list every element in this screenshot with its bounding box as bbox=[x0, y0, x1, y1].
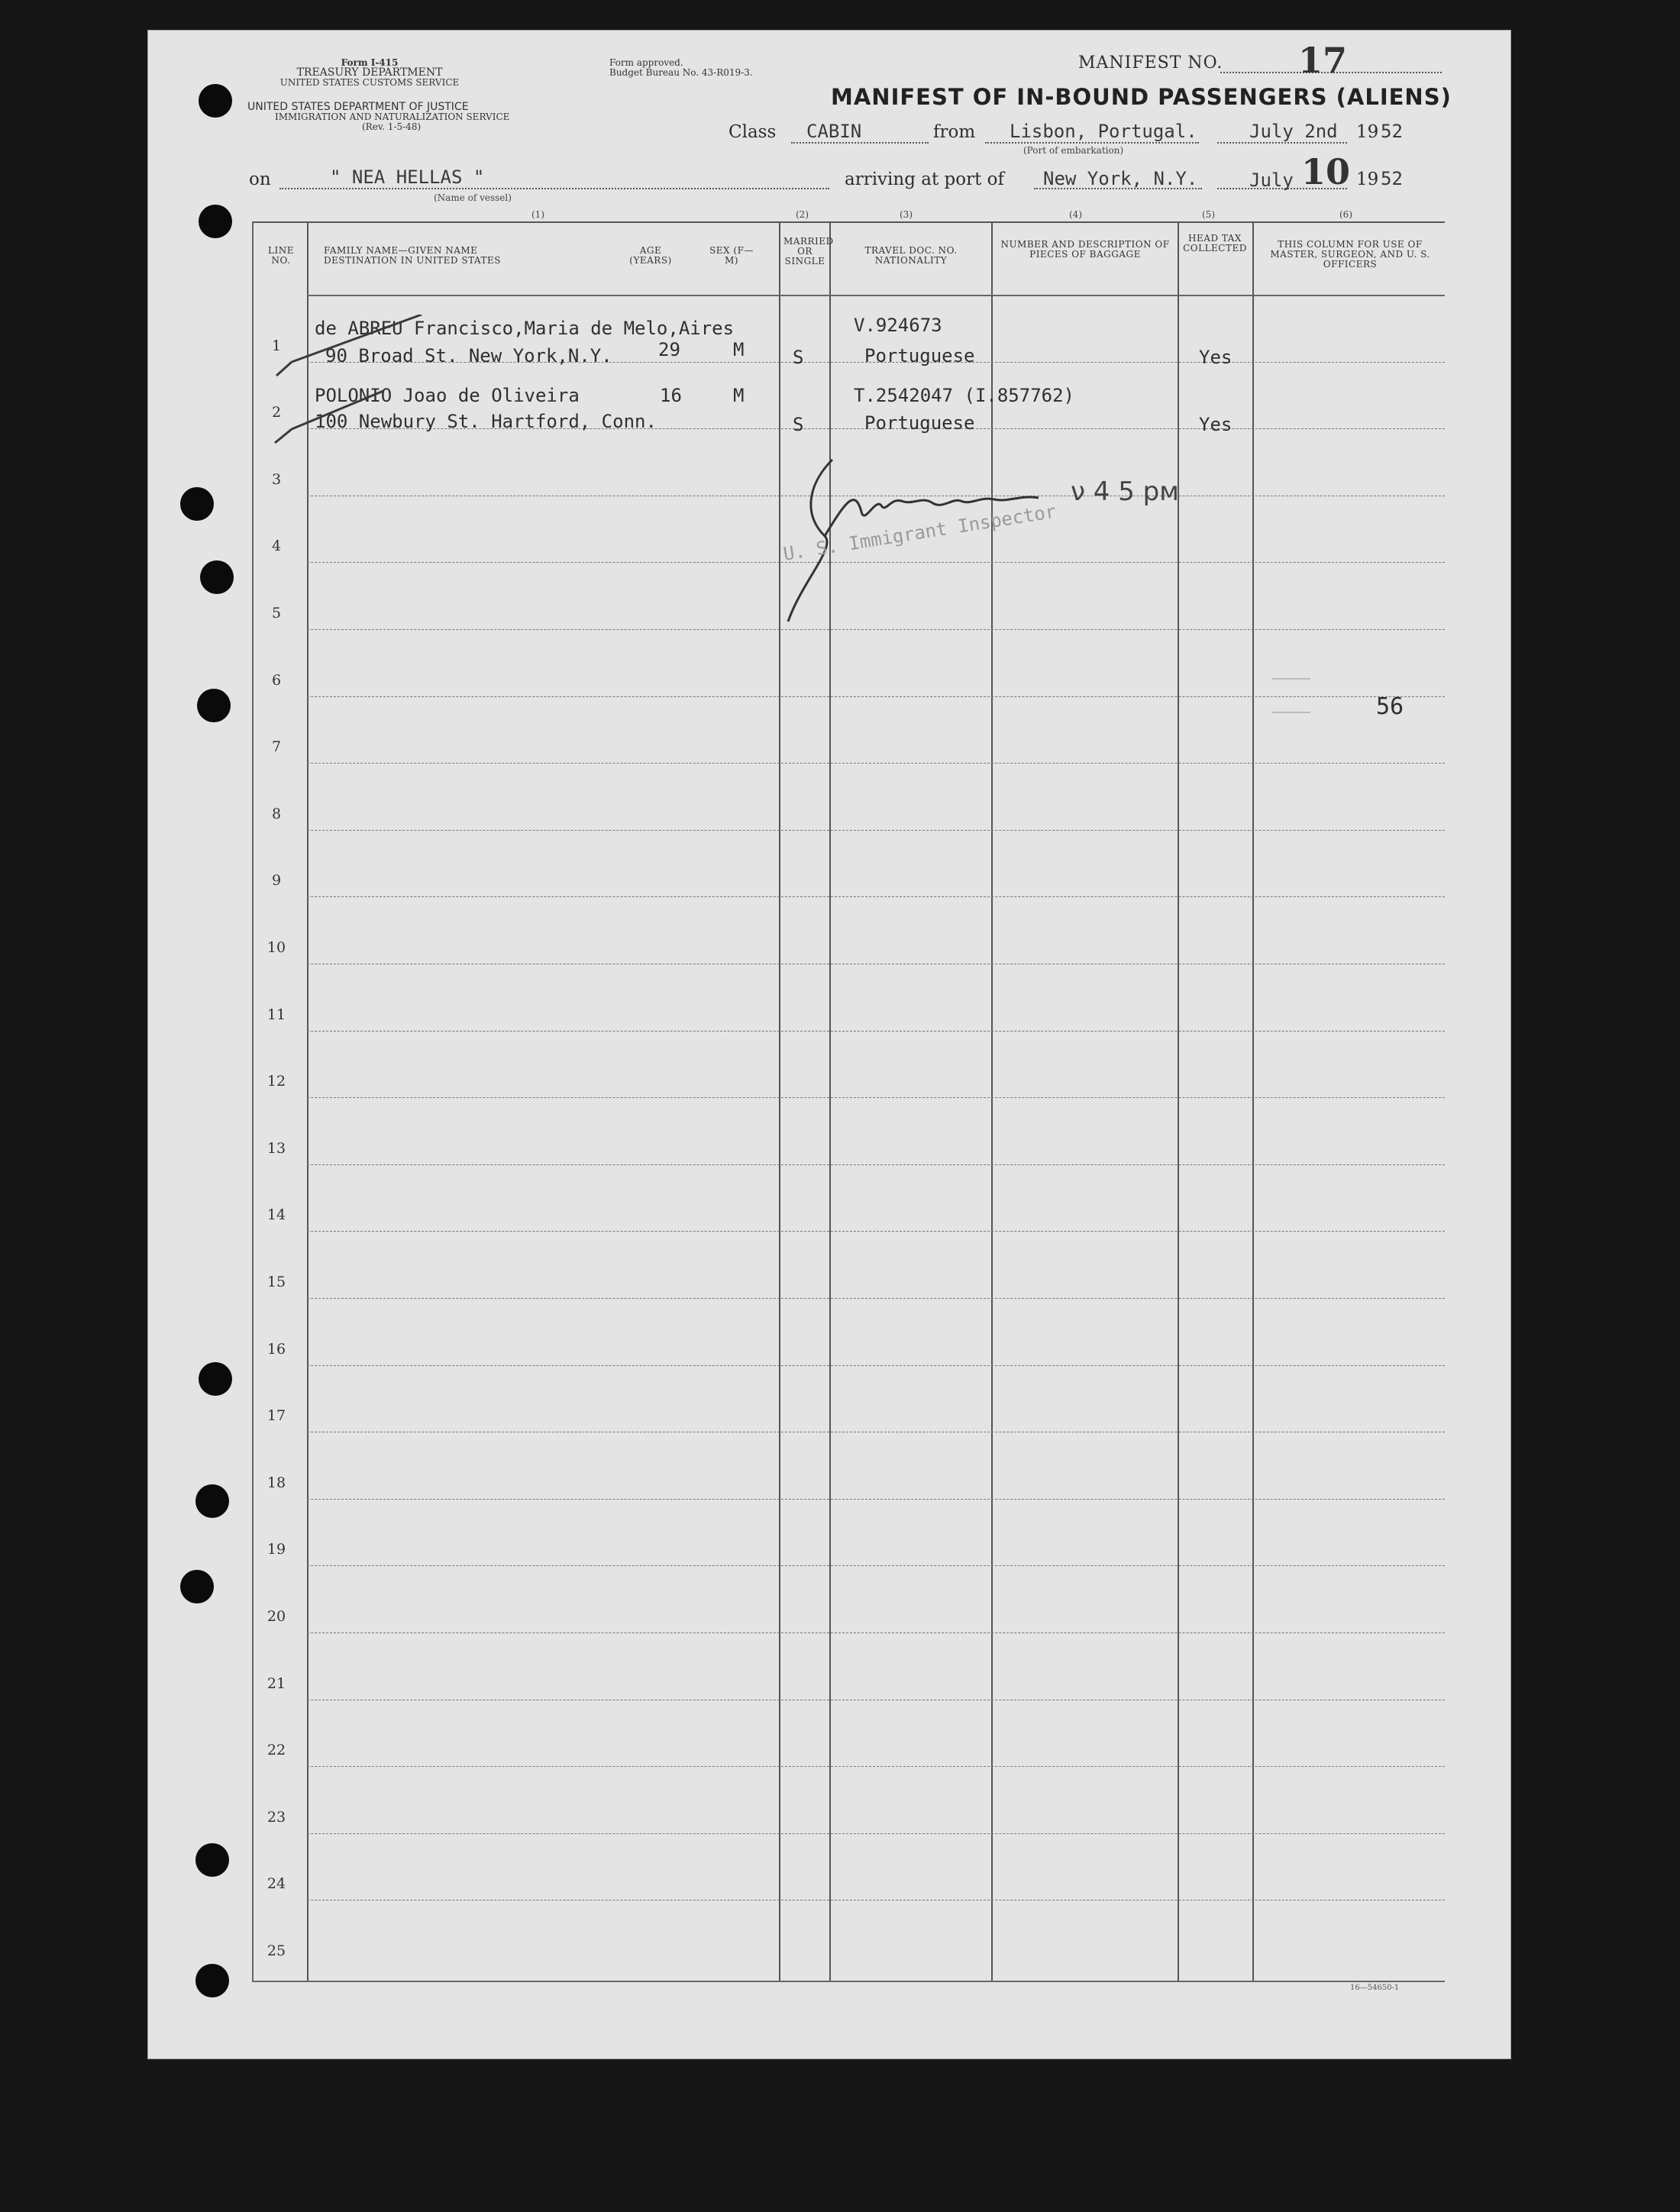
justice-block bbox=[247, 102, 576, 132]
line-number: 17 bbox=[267, 1407, 286, 1425]
col-header-head-tax: HEAD TAX COLLECTED bbox=[1183, 233, 1247, 253]
year-prefix-2: 19 bbox=[1356, 170, 1379, 189]
col-header-age: AGE (YEARS) bbox=[629, 245, 672, 266]
passenger-2-nationality: Portuguese bbox=[864, 412, 975, 434]
col-num-6: (6) bbox=[1339, 209, 1352, 220]
line-number: 25 bbox=[267, 1942, 286, 1959]
passenger-2-sex: M bbox=[733, 385, 745, 406]
depart-date: July 2nd bbox=[1249, 121, 1338, 142]
punch-hole bbox=[197, 689, 231, 722]
passenger-1-age: 29 bbox=[658, 339, 680, 360]
approval-block bbox=[609, 58, 838, 78]
row-separator bbox=[307, 1833, 1445, 1834]
ins-name: IMMIGRATION AND NATURALIZATION SERVICE bbox=[275, 111, 510, 122]
manifest-sheet bbox=[148, 31, 1510, 2059]
col-header-travel-doc: TRAVEL DOC. NO. NATIONALITY bbox=[864, 245, 958, 266]
line-number: 19 bbox=[267, 1541, 286, 1558]
row-separator bbox=[307, 1565, 1445, 1566]
line-number: 11 bbox=[267, 1006, 286, 1023]
line-number: 20 bbox=[267, 1608, 286, 1625]
row-separator bbox=[307, 1031, 1445, 1032]
passenger-1-sex: M bbox=[733, 339, 745, 360]
passenger-2-head-tax: Yes bbox=[1199, 414, 1233, 435]
punch-hole bbox=[199, 84, 232, 118]
arrival-port: New York, N.Y. bbox=[1043, 168, 1198, 189]
row-separator bbox=[307, 1231, 1445, 1232]
row-separator bbox=[307, 1298, 1445, 1299]
vessel-line bbox=[279, 188, 829, 189]
line-number: 8 bbox=[271, 805, 282, 822]
from-line bbox=[985, 142, 1199, 144]
punch-hole bbox=[199, 205, 232, 238]
line-number: 3 bbox=[271, 470, 282, 488]
form-id: Form I-415 bbox=[341, 57, 399, 68]
row-separator bbox=[307, 1164, 1445, 1165]
col-header-marital: MARRIED OR SINGLE bbox=[783, 236, 834, 266]
col-num-5: (5) bbox=[1202, 209, 1215, 220]
line-number: 4 bbox=[271, 538, 282, 555]
page-annotation: 56 bbox=[1376, 693, 1404, 720]
passenger-1-head-tax: Yes bbox=[1199, 347, 1233, 368]
arriving-label: arriving at port of bbox=[845, 170, 1004, 189]
passenger-2-travel-doc: T.2542047 (I.857762) bbox=[854, 385, 1074, 406]
punch-hole bbox=[195, 1964, 229, 1997]
passenger-1-travel-doc: V.924673 bbox=[854, 315, 942, 336]
page-title: MANIFEST OF IN-BOUND PASSENGERS (ALIENS) bbox=[831, 84, 1452, 110]
faint-mark bbox=[1272, 678, 1310, 680]
arrival-day: 10 bbox=[1301, 151, 1351, 192]
line-number: 6 bbox=[271, 671, 282, 689]
form-block bbox=[247, 58, 492, 88]
line-number: 23 bbox=[267, 1808, 286, 1826]
customs-service: UNITED STATES CUSTOMS SERVICE bbox=[279, 77, 460, 88]
punch-hole bbox=[195, 1843, 229, 1877]
line-number: 5 bbox=[271, 605, 282, 622]
line-number: 13 bbox=[267, 1139, 286, 1157]
line-number: 24 bbox=[267, 1875, 286, 1893]
passenger-1-marital: S bbox=[793, 347, 804, 368]
passenger-1-nationality: Portuguese bbox=[864, 345, 975, 367]
passenger-2-marital: S bbox=[793, 414, 804, 435]
row-separator bbox=[307, 1097, 1445, 1098]
port-caption: (Port of embarkation) bbox=[1023, 145, 1124, 156]
line-number: 16 bbox=[267, 1340, 286, 1358]
row-separator bbox=[307, 1365, 1445, 1366]
year-prefix: 19 bbox=[1356, 122, 1379, 142]
col-num-1: (1) bbox=[531, 209, 544, 220]
col-divider bbox=[307, 223, 309, 1981]
pencil-mark: ν 4 5 рм bbox=[1071, 476, 1179, 507]
depart-date-line bbox=[1217, 142, 1347, 144]
vessel-caption: (Name of vessel) bbox=[434, 192, 512, 203]
col-num-3: (3) bbox=[900, 209, 913, 220]
revision: (Rev. 1-5-48) bbox=[362, 121, 422, 132]
col-header-sex: SEX (F—M) bbox=[709, 245, 754, 266]
arrival-month: July bbox=[1249, 170, 1294, 191]
line-number: 12 bbox=[267, 1073, 286, 1090]
class-value: CABIN bbox=[806, 121, 862, 142]
col-header-name: FAMILY NAME—GIVEN NAME DESTINATION IN UNITED STATES bbox=[324, 245, 501, 266]
line-number: 9 bbox=[271, 872, 282, 890]
row-separator bbox=[307, 1632, 1445, 1633]
passenger-1-destination: 90 Broad St. New York,N.Y. bbox=[325, 345, 612, 367]
manifest-no-label: MANIFEST NO. bbox=[1078, 53, 1223, 73]
row-separator bbox=[307, 1766, 1445, 1767]
from-value: Lisbon, Portugal. bbox=[1010, 121, 1197, 142]
punch-hole bbox=[180, 487, 214, 521]
col-num-4: (4) bbox=[1069, 209, 1082, 220]
col-header-line: LINE NO. bbox=[268, 245, 294, 266]
row-separator bbox=[307, 763, 1445, 764]
vessel-name: " NEA HELLAS " bbox=[330, 166, 485, 188]
faint-mark bbox=[1272, 712, 1310, 713]
passenger-2-name: POLONIO Joao de Oliveira bbox=[315, 385, 580, 406]
passenger-1-name: de ABREU Francisco,Maria de Melo,Aires bbox=[315, 318, 735, 339]
col-header-baggage: NUMBER AND DESCRIPTION OF PIECES OF BAGGAGE bbox=[1000, 239, 1170, 260]
punch-hole bbox=[195, 1484, 229, 1518]
form-approved: Form approved. bbox=[609, 57, 683, 68]
arrival-port-line bbox=[1034, 188, 1202, 189]
manifest-no: 17 bbox=[1298, 40, 1348, 81]
line-number: 1 bbox=[271, 337, 282, 354]
row-separator bbox=[307, 896, 1445, 897]
depart-year: 52 bbox=[1381, 121, 1403, 142]
inspector-stamp: U. S. Immigrant Inspector bbox=[781, 500, 1058, 565]
col-header-officers: THIS COLUMN FOR USE OF MASTER, SURGEON, AND U. S. OFFICERS bbox=[1270, 239, 1430, 270]
check-mark bbox=[261, 315, 429, 452]
class-line bbox=[791, 142, 929, 144]
line-number: 15 bbox=[267, 1274, 286, 1290]
line-number: 18 bbox=[267, 1474, 286, 1491]
arrival-year: 52 bbox=[1381, 168, 1403, 189]
line-number: 21 bbox=[267, 1674, 286, 1692]
line-number: 10 bbox=[267, 939, 286, 956]
justice-dept: UNITED STATES DEPARTMENT OF JUSTICE bbox=[247, 101, 469, 113]
row-separator bbox=[307, 696, 1445, 697]
header-rule bbox=[307, 295, 1445, 296]
row-separator bbox=[307, 830, 1445, 831]
on-label: on bbox=[249, 170, 271, 189]
line-number: 14 bbox=[267, 1206, 286, 1224]
line-number: 22 bbox=[267, 1742, 286, 1759]
budget-bureau: Budget Bureau No. 43-R019-3. bbox=[609, 67, 753, 78]
col-divider bbox=[1252, 223, 1254, 1981]
form-number: 16—54650-1 bbox=[1350, 1984, 1400, 1992]
arrival-date-line bbox=[1217, 188, 1347, 189]
punch-hole bbox=[180, 1570, 214, 1603]
row-separator bbox=[307, 1499, 1445, 1500]
line-number: 7 bbox=[271, 738, 282, 756]
from-label: from bbox=[933, 122, 976, 142]
line-number: 2 bbox=[271, 404, 282, 421]
passenger-2-destination: 100 Newbury St. Hartford, Conn. bbox=[315, 411, 657, 432]
passenger-2-age: 16 bbox=[660, 385, 682, 406]
punch-hole bbox=[200, 560, 234, 594]
col-num-2: (2) bbox=[796, 209, 809, 220]
class-label: Class bbox=[729, 122, 777, 142]
treasury-dept: TREASURY DEPARTMENT bbox=[296, 66, 443, 79]
passenger-table bbox=[252, 221, 1445, 1982]
punch-hole bbox=[199, 1362, 232, 1396]
